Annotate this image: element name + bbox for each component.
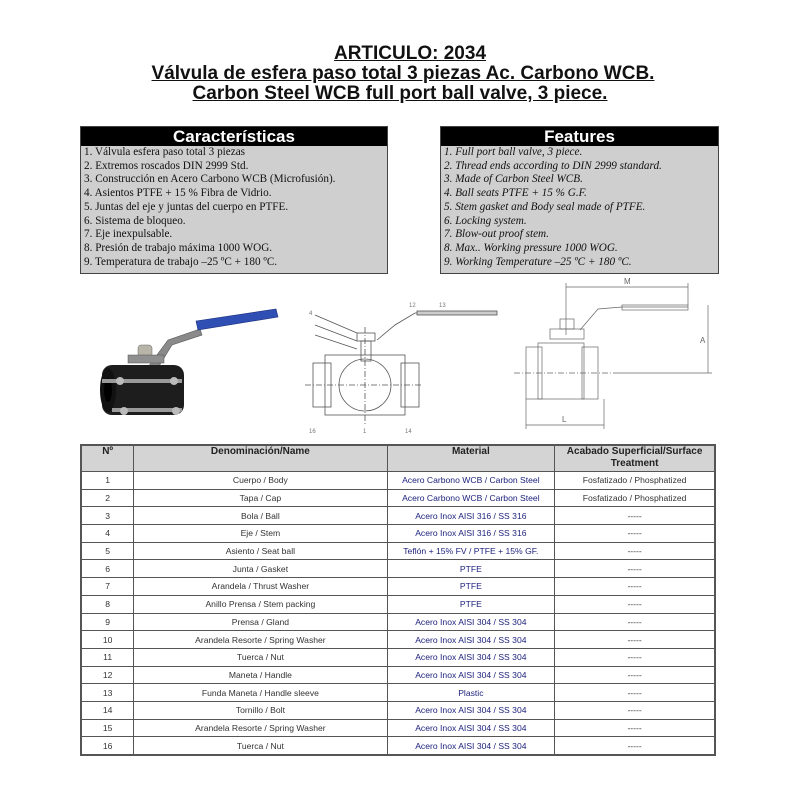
feature-item: 6. Locking system. [444,214,527,227]
dimension-drawing [500,275,720,440]
table-row [81,525,715,543]
cell-material: Plastic [387,684,555,702]
cell-material: Acero Carbono WCB / Carbon Steel [387,489,555,507]
cell-name: Funda Maneta / Handle sleeve [134,684,387,702]
cell-treatment: ----- [555,542,715,560]
caracteristica-item: 5. Juntas del eje y juntas del cuerpo en PTFE. [84,200,289,213]
table-row [81,489,715,507]
caracteristicas-box [80,126,388,274]
cell-name: Anillo Prensa / Stem packing [134,595,387,613]
caracteristica-item: 3. Construcción en Acero Carbono WCB (Microfusión). [84,173,336,186]
cell-name: Arandela / Thrust Washer [134,578,387,596]
col-header-number: Nº [81,445,134,472]
cell-material: Acero Inox AISI 304 / SS 304 [387,631,555,649]
cell-treatment: ----- [555,525,715,543]
cell-name: Arandela Resorte / Spring Washer [134,719,387,737]
table-row [81,631,715,649]
cell-material: Acero Inox AISI 316 / SS 316 [387,525,555,543]
bolt-head [172,407,180,415]
col-header-material: Material [387,445,555,472]
article-number: ARTICULO: 2034 [333,43,487,64]
table-row [81,666,715,684]
feature-item: 2. Thread ends according to DIN 2999 standard. [444,159,662,172]
dim-label-a: A [700,336,706,345]
cell-treatment: ----- [555,719,715,737]
cell-name: Tapa / Cap [134,489,387,507]
document-header [0,44,800,104]
caracteristica-item: 6. Sistema de bloqueo. [84,214,186,227]
stem-nut-outline [560,319,574,329]
table-row [81,595,715,613]
cell-number: 2 [81,489,134,507]
features-title: Features [441,127,718,146]
parts-table-body [81,472,715,756]
ball-valve-photo [90,285,320,435]
cell-number: 11 [81,648,134,666]
caracteristica-item: 9. Temperatura de trabajo –25 ºC + 180 ºC. [84,255,278,268]
label-13: 13 [439,303,446,309]
cell-number: 1 [81,472,134,490]
col-header-treatment: Acabado Superficial/Surface Treatment [555,445,715,472]
caracteristica-item: 1. Válvula esfera paso total 3 piezas [84,146,246,158]
cell-name: Junta / Gasket [134,560,387,578]
cell-treatment: ----- [555,701,715,719]
cell-treatment: ----- [555,631,715,649]
table-row [81,684,715,702]
cell-name: Asiento / Seat ball [134,542,387,560]
cell-material: PTFE [387,578,555,596]
cell-name: Bola / Ball [134,507,387,525]
title-english: Carbon Steel WCB full port ball valve, 3 piece. [192,83,608,104]
cell-treatment: ----- [555,578,715,596]
cell-name: Maneta / Handle [134,666,387,684]
parts-table [80,444,716,756]
cell-number: 9 [81,613,134,631]
cell-number: 13 [81,684,134,702]
body-outline [538,343,584,399]
label-4: 4 [309,311,313,317]
bolt-head [170,377,178,385]
cell-material: Acero Inox AISI 316 / SS 316 [387,507,555,525]
label-1: 1 [363,429,367,435]
cell-material: Acero Inox AISI 304 / SS 304 [387,719,555,737]
feature-item: 5. Stem gasket and Body seal made of PTFE. [444,200,646,213]
cell-treatment: ----- [555,613,715,631]
dim-label-l: L [562,415,567,424]
table-row [81,542,715,560]
caracteristica-item: 2. Extremos roscados DIN 2999 Std. [84,159,249,172]
label-14: 14 [405,429,412,435]
dim-label-m: M [624,277,631,286]
handle-lever [148,329,202,371]
cell-material: Acero Inox AISI 304 / SS 304 [387,648,555,666]
cell-number: 8 [81,595,134,613]
table-row [81,578,715,596]
table-row [81,737,715,755]
handle-outline [377,313,495,340]
cell-treatment: ----- [555,684,715,702]
cell-number: 4 [81,525,134,543]
cell-name: Tuerca / Nut [134,648,387,666]
cell-material: Acero Carbono WCB / Carbon Steel [387,472,555,490]
cell-treatment: Fosfatizado / Phosphatized [555,472,715,490]
cell-number: 12 [81,666,134,684]
cell-name: Tornillo / Bolt [134,701,387,719]
feature-item: 4. Ball seats PTFE + 15 % G.F. [444,187,587,200]
handle-sleeve [196,309,278,330]
feature-item: 8. Max.. Working pressure 1000 WOG. [444,241,618,254]
table-header-row [81,445,715,472]
cell-name: Arandela Resorte / Spring Washer [134,631,387,649]
cell-name: Eje / Stem [134,525,387,543]
label-16: 16 [309,429,316,435]
cell-number: 7 [81,578,134,596]
cell-material: Acero Inox AISI 304 / SS 304 [387,666,555,684]
title-spanish: Válvula de esfera paso total 3 piezas Ac. Carbono WCB. [151,63,655,84]
cell-treatment: ----- [555,595,715,613]
table-row [81,701,715,719]
cell-treatment: Fosfatizado / Phosphatized [555,489,715,507]
cell-number: 3 [81,507,134,525]
col-header-name: Denominación/Name [134,445,387,472]
cell-material: Acero Inox AISI 304 / SS 304 [387,613,555,631]
gland-outline [550,329,584,339]
cell-treatment: ----- [555,737,715,755]
cell-treatment: ----- [555,666,715,684]
cell-number: 5 [81,542,134,560]
caracteristicas-title: Características [81,127,387,146]
cell-material: PTFE [387,560,555,578]
caracteristica-item: 8. Presión de trabajo máxima 1000 WOG. [84,241,273,254]
cell-treatment: ----- [555,507,715,525]
stem-outline [361,341,371,361]
features-box [440,126,719,274]
gland [128,355,164,363]
cell-material: Acero Inox AISI 304 / SS 304 [387,701,555,719]
cell-name: Tuerca / Nut [134,737,387,755]
cell-number: 15 [81,719,134,737]
caracteristica-item: 4. Asientos PTFE + 15 % Fibra de Vidrio. [84,187,272,200]
leader-line [315,335,357,349]
feature-item: 9. Working Temperature –25 ºC + 180 ºC. [444,255,632,268]
table-row [81,719,715,737]
bolt-head [116,377,124,385]
figures-row [80,277,720,440]
handle-outline [580,307,688,330]
handle-sleeve-outline [622,305,688,310]
cell-number: 6 [81,560,134,578]
cell-number: 10 [81,631,134,649]
cell-treatment: ----- [555,560,715,578]
label-12: 12 [409,303,416,309]
cell-name: Cuerpo / Body [134,472,387,490]
cell-name: Prensa / Gland [134,613,387,631]
features-list [441,146,718,269]
stem-nut-outline [357,333,375,341]
cell-material: PTFE [387,595,555,613]
cell-material: Acero Inox AISI 304 / SS 304 [387,737,555,755]
cell-number: 16 [81,737,134,755]
cell-treatment: ----- [555,648,715,666]
feature-item: 1. Full port ball valve, 3 piece. [444,146,583,158]
table-row [81,472,715,490]
handle-sleeve-outline [417,311,497,315]
cell-material: Teflón + 15% FV / PTFE + 15% GF. [387,542,555,560]
caracteristicas-list [81,146,387,269]
cell-number: 14 [81,701,134,719]
table-row [81,648,715,666]
bolt-head [120,407,128,415]
table-row [81,613,715,631]
feature-item: 3. Made of Carbon Steel WCB. [444,173,583,186]
sectional-drawing [305,285,505,440]
table-row [81,507,715,525]
feature-item: 7. Blow-out proof stem. [444,228,549,241]
leader-line [315,325,357,341]
leader-line [315,315,357,333]
table-row [81,560,715,578]
caracteristica-item: 7. Eje inexpulsable. [84,228,173,241]
